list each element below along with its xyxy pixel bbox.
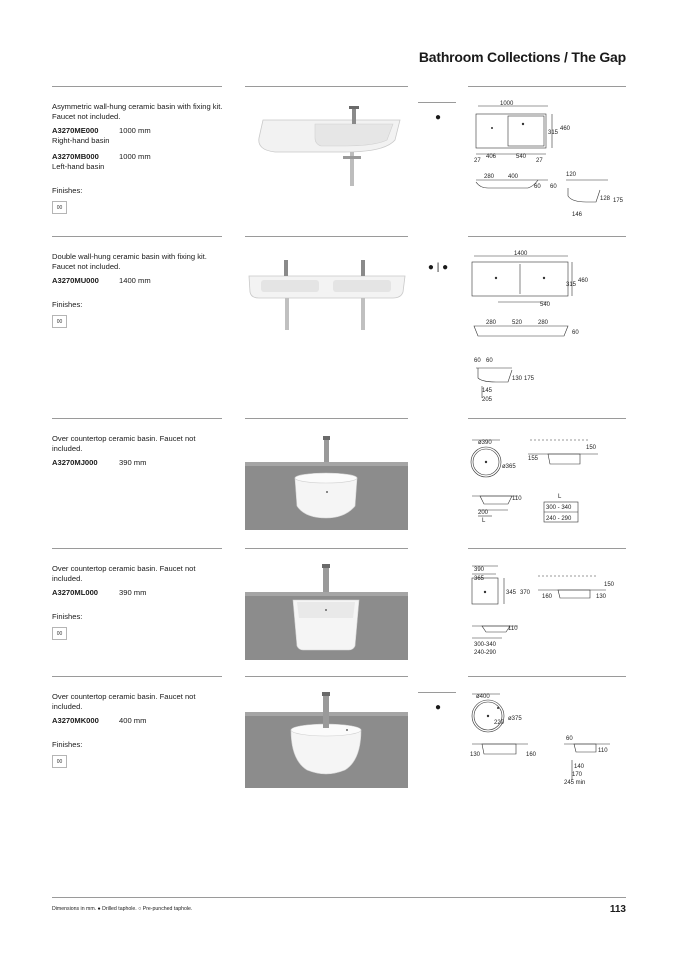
finish-swatch[interactable]: 00 — [52, 201, 67, 214]
sku-size: 1400 mm — [119, 276, 151, 285]
footer-note: Dimensions in mm. ● Drilled taphole. ○ Pre-punched taphole. — [52, 906, 193, 912]
section-rule-photo — [245, 86, 408, 87]
dim-label: 150 — [586, 445, 597, 451]
dim-label: ø390 — [478, 440, 492, 446]
dim-label: 130 — [470, 752, 481, 758]
dim-label: 280 — [484, 174, 495, 180]
product-description — [52, 692, 224, 768]
technical-drawing — [468, 250, 628, 406]
product-description — [52, 564, 224, 640]
sku-size: 400 mm — [119, 716, 147, 725]
finishes-label: Finishes: — [52, 186, 83, 195]
dim-label: 390 — [474, 567, 485, 573]
technical-drawing — [468, 690, 628, 800]
finish-swatch[interactable]: 00 — [52, 755, 67, 768]
dim-label: 240 - 290 — [546, 516, 572, 522]
sku-size: 1000 mm — [119, 126, 151, 135]
section-rule-tap — [418, 692, 456, 693]
section-rule-text — [52, 236, 222, 237]
description-text: Double wall-hung ceramic basin with fixing kit. Faucet not included. — [52, 252, 207, 271]
sku-code: A3270MB000 — [52, 152, 99, 161]
sku-row — [52, 458, 224, 468]
dim-label: 315 — [548, 130, 559, 136]
dim-label: L — [558, 494, 562, 500]
dim-label: 460 — [578, 278, 589, 284]
dim-label: L — [482, 518, 486, 524]
page-title: Bathroom Collections / The Gap — [418, 49, 626, 65]
dim-label: 170 — [572, 772, 583, 778]
section-rule-photo — [245, 676, 408, 677]
product-photo — [245, 434, 408, 530]
description-text: Over countertop ceramic basin. Faucet not included. — [52, 434, 196, 453]
dim-label: 27 — [474, 158, 481, 164]
taphole-indicator: ● — [434, 702, 442, 713]
finish-swatch[interactable]: 00 — [52, 627, 67, 640]
sku-size: 390 mm — [119, 458, 147, 467]
dim-label: 280 — [538, 320, 549, 326]
sku-row — [52, 126, 224, 136]
sku-row — [52, 716, 224, 726]
dim-label: 175 — [613, 198, 624, 204]
product-section-1 — [52, 86, 626, 236]
product-description — [52, 102, 224, 214]
dim-label: 60 — [572, 330, 579, 336]
dim-label: 1400 — [514, 251, 528, 257]
product-section-5 — [52, 676, 626, 806]
section-rule-text — [52, 676, 222, 677]
dim-label: 130 — [512, 376, 523, 382]
finishes-label: Finishes: — [52, 612, 83, 621]
dim-label: 245 min — [564, 780, 586, 786]
dim-label: 27 — [536, 158, 543, 164]
dim-label: 110 — [598, 748, 608, 754]
sku-code: A3270MJ000 — [52, 458, 98, 467]
dim-label: 205 — [482, 397, 493, 403]
product-photo — [245, 100, 408, 204]
dim-label: ø375 — [508, 716, 522, 722]
taphole-indicator: ● | ● — [427, 262, 449, 273]
section-rule-drawing — [468, 418, 626, 419]
section-rule-text — [52, 548, 222, 549]
technical-drawing — [468, 100, 628, 230]
dim-label: 110 — [508, 626, 518, 632]
sku-row — [52, 152, 224, 162]
product-description — [52, 252, 224, 328]
sku-size: 1000 mm — [119, 152, 151, 161]
dim-label: 280 — [486, 320, 497, 326]
sku-code: A3270ML000 — [52, 588, 99, 597]
product-section-3 — [52, 418, 626, 548]
dim-label: 540 — [516, 154, 527, 160]
dim-label: 220 — [494, 720, 505, 726]
dim-label: 200 — [478, 510, 489, 516]
dim-label: 60 — [566, 736, 573, 742]
section-rule-drawing — [468, 86, 626, 87]
section-rule-drawing — [468, 236, 626, 237]
description-text: Asymmetric wall-hung ceramic basin with fixing kit. Faucet not included. — [52, 102, 223, 121]
dim-label: 150 — [604, 582, 615, 588]
page-number: 113 — [609, 904, 626, 915]
section-rule-tap — [418, 102, 456, 103]
description-text: Over countertop ceramic basin. Faucet not included. — [52, 564, 196, 583]
dim-label: 300-340 — [474, 642, 497, 648]
dim-label: 60 — [534, 184, 541, 190]
footer-rule — [52, 897, 626, 898]
dim-label: 365 — [474, 576, 485, 582]
dim-label: 120 — [566, 172, 577, 178]
dim-label: 145 — [482, 388, 493, 394]
section-rule-text — [52, 418, 222, 419]
dim-label: 1000 — [500, 101, 514, 107]
dim-label: 345 — [506, 590, 517, 596]
finish-swatch[interactable]: 00 — [52, 315, 67, 328]
description-text: Over countertop ceramic basin. Faucet not included. — [52, 692, 196, 711]
dim-label: 400 — [508, 174, 519, 180]
dim-label: 370 — [520, 590, 531, 596]
sku-row — [52, 276, 224, 286]
dim-label: 128 — [600, 196, 611, 202]
product-photo — [245, 248, 408, 336]
dim-label: 520 — [512, 320, 523, 326]
technical-drawing — [468, 434, 628, 542]
product-section-4 — [52, 548, 626, 676]
section-rule-photo — [245, 236, 408, 237]
dim-label: 160 — [526, 752, 537, 758]
finishes-label: Finishes: — [52, 300, 83, 309]
sku-code: A3270MK000 — [52, 716, 99, 725]
product-description — [52, 434, 224, 468]
sku-size: 390 mm — [119, 588, 147, 597]
dim-label: 140 — [574, 764, 585, 770]
sku-code: A3270ME000 — [52, 126, 99, 135]
dim-label: 240-290 — [474, 650, 497, 656]
dim-label: 540 — [540, 302, 551, 308]
dim-label: 460 — [560, 126, 571, 132]
dim-label: 60 — [474, 358, 481, 364]
product-photo — [245, 690, 408, 788]
dim-label: 300 - 340 — [546, 505, 572, 511]
dim-label: 175 — [524, 376, 535, 382]
dim-label: 60 — [550, 184, 557, 190]
product-section-2 — [52, 236, 626, 416]
technical-drawing — [468, 562, 628, 672]
dim-label: 406 — [486, 154, 497, 160]
section-rule-photo — [245, 418, 408, 419]
product-photo — [245, 562, 408, 660]
section-rule-drawing — [468, 548, 626, 549]
dim-label: 130 — [596, 594, 607, 600]
sku-note: Left-hand basin — [52, 162, 105, 171]
dim-label: 60 — [486, 358, 493, 364]
dim-label: ø400 — [476, 694, 490, 700]
section-rule-drawing — [468, 676, 626, 677]
section-rule-text — [52, 86, 222, 87]
finishes-label: Finishes: — [52, 740, 83, 749]
sku-row — [52, 588, 224, 598]
taphole-indicator: ● — [434, 112, 442, 123]
dim-label: 110 — [512, 496, 522, 502]
section-rule-photo — [245, 548, 408, 549]
dim-label: 146 — [572, 212, 583, 218]
sku-code: A3270MU000 — [52, 276, 99, 285]
sku-note: Right-hand basin — [52, 136, 110, 145]
dim-label: 155 — [528, 456, 539, 462]
dim-label: ø365 — [502, 464, 516, 470]
dim-label: 315 — [566, 282, 577, 288]
dim-label: 160 — [542, 594, 553, 600]
